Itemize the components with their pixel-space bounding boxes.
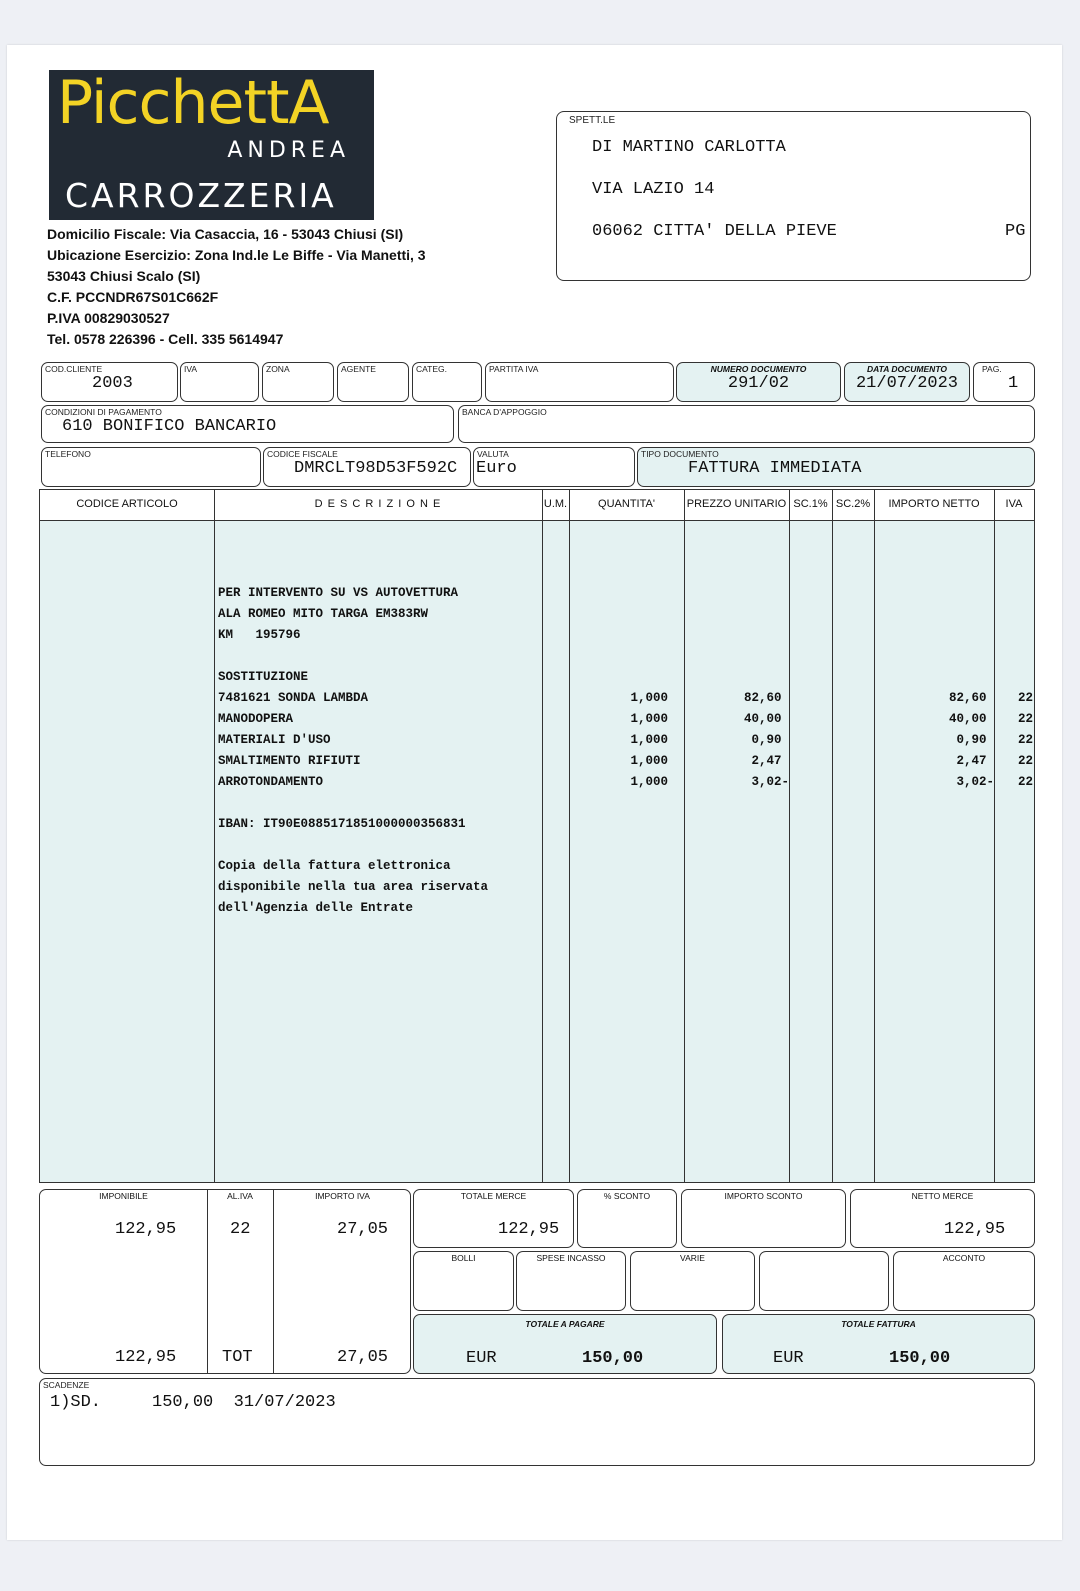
column-divider (994, 490, 995, 1182)
iva-field (180, 362, 259, 402)
spese-incasso-label: SPESE INCASSO (536, 1253, 606, 1263)
row-iva: 22 (1017, 712, 1033, 726)
totale-fattura-currency: EUR (773, 1349, 804, 1368)
company-ubicazione-2: 53043 Chiusi Scalo (SI) (47, 268, 201, 284)
row-quantity: 1,000 (630, 712, 668, 726)
aliva-value: 22 (230, 1220, 251, 1239)
intro-line: KM 195796 (218, 628, 301, 642)
row-quantity: 1,000 (630, 775, 668, 789)
row-iva: 22 (1017, 754, 1033, 768)
condizioni-value: 610 BONIFICO BANCARIO (62, 417, 277, 436)
data-documento-field (844, 362, 970, 402)
company-domicilio: Domicilio Fiscale: Via Casaccia, 16 - 53043 Chiusi (SI) (47, 226, 404, 242)
partita-iva-label: PARTITA IVA (489, 364, 539, 374)
recipient-box (556, 111, 1031, 281)
scadenze-line: 1)SD. 150,00 31/07/2023 (50, 1393, 336, 1412)
recipient-city: 06062 CITTA' DELLA PIEVE (592, 222, 837, 241)
recipient-label: SPETT.LE (569, 115, 616, 126)
header-importo: IMPORTO NETTO (888, 498, 980, 510)
acconto-field (893, 1251, 1035, 1311)
column-divider (214, 490, 215, 1182)
row-amount: 3,02- (956, 775, 994, 789)
note-line: dell'Agenzia delle Entrate (218, 901, 414, 915)
items-table-header (40, 490, 1034, 521)
pag-label: PAG. (982, 364, 1002, 374)
importo-iva-label: IMPORTO IVA (315, 1191, 370, 1201)
recipient-name: DI MARTINO CARLOTTA (592, 138, 786, 157)
numero-documento-label: NUMERO DOCUMENTO (710, 364, 807, 374)
column-divider (542, 490, 543, 1182)
vat-summary (39, 1189, 411, 1374)
cod-cliente-value: 2003 (92, 374, 133, 393)
header-descrizione: D E S C R I Z I O N E (314, 498, 442, 510)
totale-pagare-label: TOTALE A PAGARE (525, 1319, 605, 1329)
recipient-street: VIA LAZIO 14 (592, 180, 715, 199)
row-description: MANODOPERA (218, 712, 294, 726)
column-divider (207, 1190, 208, 1373)
row-price: 0,90 (751, 733, 789, 747)
banca-field (458, 405, 1035, 443)
tipo-documento-label: TIPO DOCUMENTO (641, 449, 719, 459)
column-divider (874, 490, 875, 1182)
sconto-field (577, 1189, 677, 1248)
company-logo (49, 70, 374, 220)
varie-field (630, 1251, 755, 1311)
numero-documento-field (676, 362, 841, 402)
codice-fiscale-field (263, 447, 471, 487)
bolli-label: BOLLI (451, 1253, 476, 1263)
company-piva: P.IVA 00829030527 (47, 310, 170, 326)
row-amount: 40,00 (948, 712, 994, 726)
row-iva: 22 (1017, 691, 1033, 705)
valuta-field (473, 447, 635, 487)
pag-field (973, 362, 1035, 402)
data-documento-label: DATA DOCUMENTO (867, 364, 947, 374)
column-divider (684, 490, 685, 1182)
row-price: 40,00 (743, 712, 789, 726)
sconto-label: % SCONTO (603, 1191, 651, 1201)
iban-line: IBAN: IT90E0885171851000000356831 (218, 817, 466, 831)
totale-pagare-currency: EUR (466, 1349, 497, 1368)
intro-line: ALA ROMEO MITO TARGA EM383RW (218, 607, 429, 621)
logo-sub-text: ANDREA (227, 138, 350, 163)
pag-value: 1 (1008, 374, 1019, 393)
note-line: disponibile nella tua area riservata (218, 880, 489, 894)
company-cf: C.F. PCCNDR67S01C662F (47, 289, 219, 305)
row-quantity: 1,000 (630, 754, 668, 768)
valuta-value: Euro (476, 459, 517, 478)
tot-imponibile-value: 122,95 (115, 1348, 177, 1367)
totale-fattura-value: 150,00 (889, 1349, 951, 1368)
tot-label: TOT (222, 1348, 253, 1367)
row-iva: 22 (1017, 775, 1033, 789)
header-sc2: SC.2% (835, 498, 871, 510)
row-iva: 22 (1017, 733, 1033, 747)
row-amount: 2,47 (956, 754, 994, 768)
column-divider (789, 490, 790, 1182)
data-documento-value: 21/07/2023 (855, 374, 959, 393)
scadenze-label: SCADENZE (43, 1380, 90, 1390)
condizioni-label: CONDIZIONI DI PAGAMENTO (45, 407, 162, 417)
totale-fattura-field (722, 1314, 1035, 1374)
categ-field (412, 362, 482, 402)
header-quantita: QUANTITA' (598, 498, 655, 510)
spese-incasso-field (516, 1251, 626, 1311)
row-amount: 82,60 (948, 691, 994, 705)
header-um: U.M. (543, 498, 568, 510)
row-description: SMALTIMENTO RIFIUTI (218, 754, 361, 768)
totale-pagare-value: 150,00 (582, 1349, 644, 1368)
netto-merce-label: NETTO MERCE (911, 1191, 974, 1201)
totale-fattura-label: TOTALE FATTURA (841, 1319, 916, 1329)
header-codice: CODICE ARTICOLO (76, 498, 178, 510)
imponibile-label: IMPONIBILE (99, 1191, 148, 1201)
varie-label: VARIE (680, 1253, 705, 1263)
condizioni-field (41, 405, 454, 443)
row-price: 2,47 (751, 754, 789, 768)
logo-main-text: PicchettA (57, 70, 329, 138)
company-ubicazione: Ubicazione Esercizio: Zona Ind.le Le Biffe - Via Manetti, 3 (47, 247, 426, 263)
row-amount: 0,90 (956, 733, 994, 747)
totale-merce-field (413, 1189, 574, 1248)
agente-label: AGENTE (341, 364, 376, 374)
items-table (39, 489, 1035, 1183)
numero-documento-value: 291/02 (727, 374, 790, 393)
telefono-label: TELEFONO (45, 449, 91, 459)
sostituzione-line: SOSTITUZIONE (218, 670, 309, 684)
scadenze-box (39, 1378, 1035, 1466)
tot-iva-value: 27,05 (337, 1348, 389, 1367)
recipient-province: PG (1005, 222, 1026, 241)
note-line: Copia della fattura elettronica (218, 859, 451, 873)
company-tel: Tel. 0578 226396 - Cell. 335 5614947 (47, 331, 284, 347)
aliva-label: AL.IVA (227, 1191, 253, 1201)
codice-fiscale-label: CODICE FISCALE (267, 449, 338, 459)
telefono-field (41, 447, 261, 487)
importo-sconto-label: IMPORTO SCONTO (724, 1191, 803, 1201)
row-description: MATERIALI D'USO (218, 733, 331, 747)
header-sc1: SC.1% (793, 498, 828, 510)
header-iva: IVA (1005, 498, 1023, 510)
banca-label: BANCA D'APPOGGIO (462, 407, 547, 417)
totale-merce-label: TOTALE MERCE (460, 1191, 527, 1201)
netto-merce-value: 122,95 (944, 1220, 1006, 1239)
bolli-field (413, 1251, 514, 1311)
iva-label: IVA (184, 364, 198, 374)
categ-label: CATEG. (416, 364, 448, 374)
zona-field (262, 362, 334, 402)
totale-merce-value: 122,95 (498, 1220, 560, 1239)
column-divider (569, 490, 570, 1182)
row-quantity: 1,000 (630, 733, 668, 747)
logo-carrozzeria-text: CARROZZERIA (65, 176, 337, 215)
intro-line: PER INTERVENTO SU VS AUTOVETTURA (218, 586, 459, 600)
row-description: ARROTONDAMENTO (218, 775, 324, 789)
totale-pagare-field (413, 1314, 717, 1374)
tipo-documento-value: FATTURA IMMEDIATA (688, 459, 862, 478)
column-divider (832, 490, 833, 1182)
importo-sconto-field (681, 1189, 846, 1248)
zona-label: ZONA (266, 364, 290, 374)
codice-fiscale-value: DMRCLT98D53F592C (294, 459, 458, 478)
acconto-label: ACCONTO (942, 1253, 986, 1263)
importo-iva-value: 27,05 (337, 1220, 389, 1239)
imponibile-value: 122,95 (115, 1220, 177, 1239)
empty-field (759, 1251, 889, 1311)
cod-cliente-label: COD.CLIENTE (45, 364, 103, 374)
cod-cliente-field (41, 362, 178, 402)
partita-iva-field (485, 362, 674, 402)
row-price: 3,02- (751, 775, 789, 789)
tipo-documento-field (637, 447, 1035, 487)
header-prezzo: PREZZO UNITARIO (686, 498, 787, 510)
row-quantity: 1,000 (630, 691, 668, 705)
row-price: 82,60 (743, 691, 789, 705)
row-description: 7481621 SONDA LAMBDA (218, 691, 369, 705)
agente-field (337, 362, 409, 402)
valuta-label: VALUTA (477, 449, 509, 459)
column-divider (273, 1190, 274, 1373)
netto-merce-field (850, 1189, 1035, 1248)
